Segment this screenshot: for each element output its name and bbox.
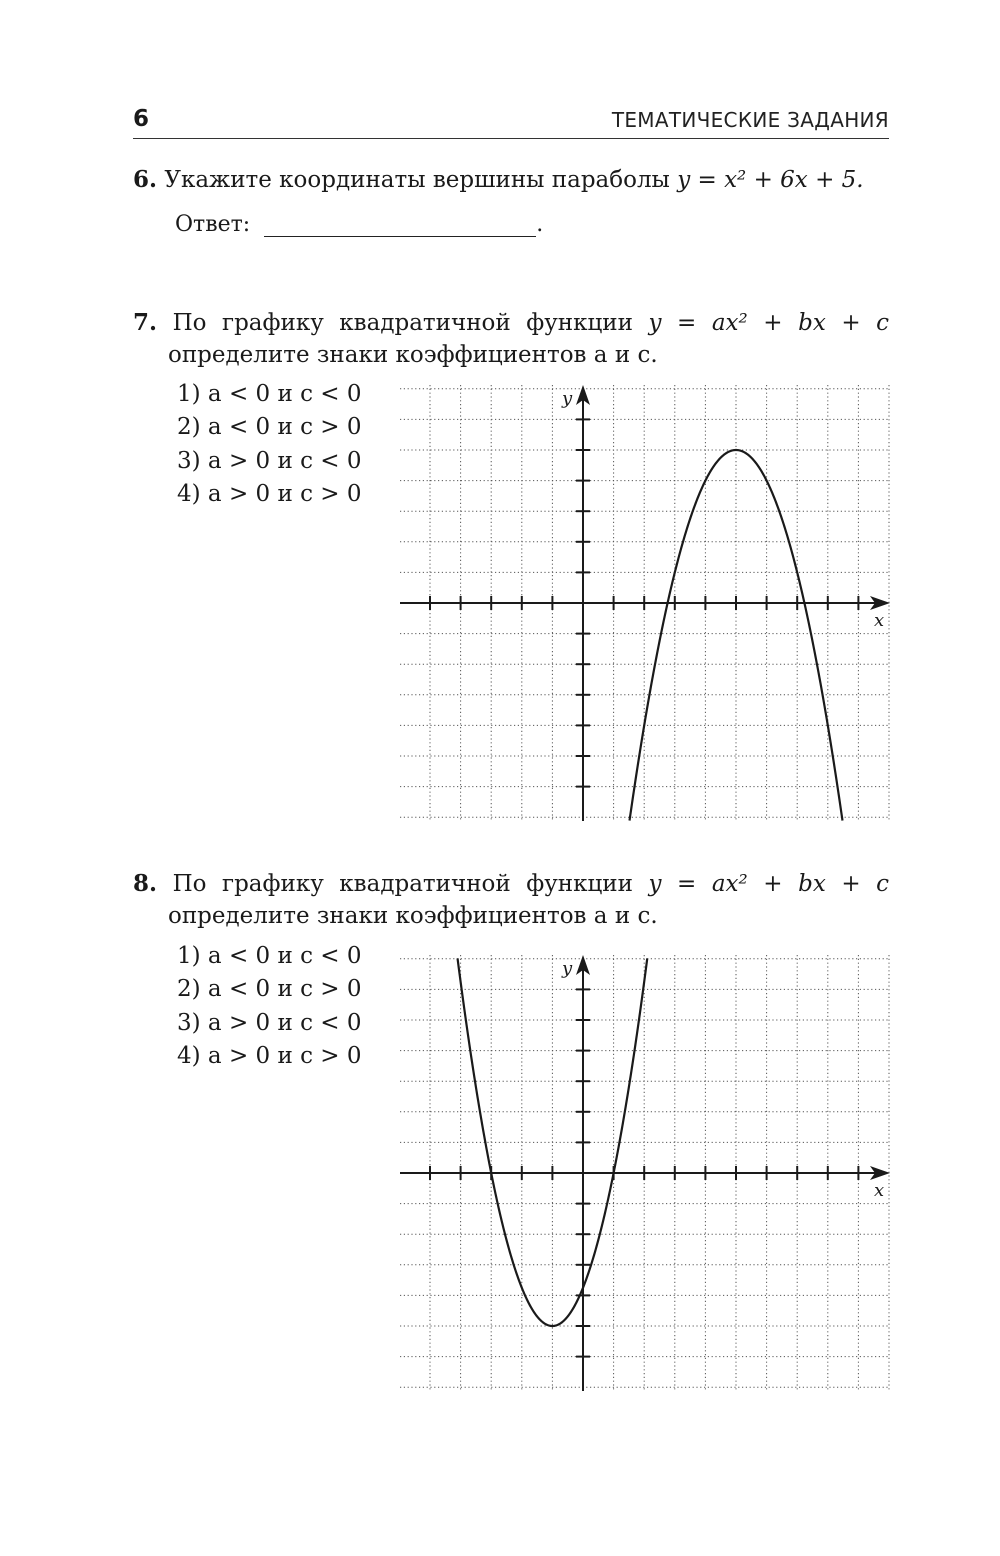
problem-7-formula: y = ax² + bx + c <box>648 310 890 336</box>
problem-7-option-1[interactable]: 1) a < 0 и c < 0 <box>177 381 362 407</box>
problem-8-option-1[interactable]: 1) a < 0 и c < 0 <box>177 943 362 969</box>
answer-row <box>175 212 543 237</box>
problem-8-option-2[interactable]: 2) a < 0 и c > 0 <box>177 976 362 1003</box>
problem-7-options <box>177 378 362 511</box>
page-number: 6 <box>133 106 150 132</box>
section-title: ТЕМАТИЧЕСКИЕ ЗАДАНИЯ <box>611 108 889 132</box>
problem-7-word-3: квадратичной <box>339 310 511 336</box>
problem-8-word-3: квадратичной <box>339 871 511 897</box>
problem-7-graph <box>400 385 890 821</box>
problem-7-word-4: функции <box>526 310 633 336</box>
problem-7-word-2: графику <box>222 310 324 336</box>
problem-7-option-3[interactable]: 3) a > 0 и c < 0 <box>177 447 362 474</box>
problem-8-graph <box>400 955 890 1391</box>
problem-8-word-2: графику <box>222 871 324 897</box>
page-header <box>133 100 889 139</box>
problem-6-text: Укажите координаты вершины параболы <box>164 167 670 193</box>
problem-8-options <box>177 940 362 1073</box>
y-axis-label: y <box>562 388 573 409</box>
answer-period: . <box>536 212 544 237</box>
problem-8-formula: y = ax² + bx + c <box>648 871 890 897</box>
problem-6-formula: y = x² + 6x + 5. <box>677 167 864 193</box>
y-axis-label: y <box>562 958 573 979</box>
problem-8-number: 8. <box>133 870 158 897</box>
problem-8-line-2: определите знаки коэффициентов a и c. <box>168 903 658 929</box>
problem-7-line-2: определите знаки коэффициентов a и c. <box>168 342 658 368</box>
problem-7-option-4[interactable]: 4) a > 0 и c > 0 <box>177 480 362 507</box>
x-axis-label: x <box>874 610 885 631</box>
problem-8-word-1: По <box>172 871 207 897</box>
problem-8-option-3[interactable]: 3) a > 0 и c < 0 <box>177 1009 362 1036</box>
answer-label: Ответ: <box>175 212 251 237</box>
answer-field[interactable] <box>264 214 536 237</box>
x-axis-label: x <box>874 1180 885 1201</box>
problem-7-word-1: По <box>172 310 207 336</box>
parabola-curve <box>630 450 843 821</box>
problem-6-statement <box>133 166 864 193</box>
problem-8-word-4: функции <box>526 871 633 897</box>
problem-7-line-1 <box>133 309 889 336</box>
problem-8-option-4[interactable]: 4) a > 0 и c > 0 <box>177 1042 362 1069</box>
problem-7-option-2[interactable]: 2) a < 0 и c > 0 <box>177 414 362 441</box>
problem-7-number: 7. <box>133 309 158 336</box>
problem-6-number: 6. <box>133 166 158 193</box>
problem-8-line-1 <box>133 870 889 897</box>
